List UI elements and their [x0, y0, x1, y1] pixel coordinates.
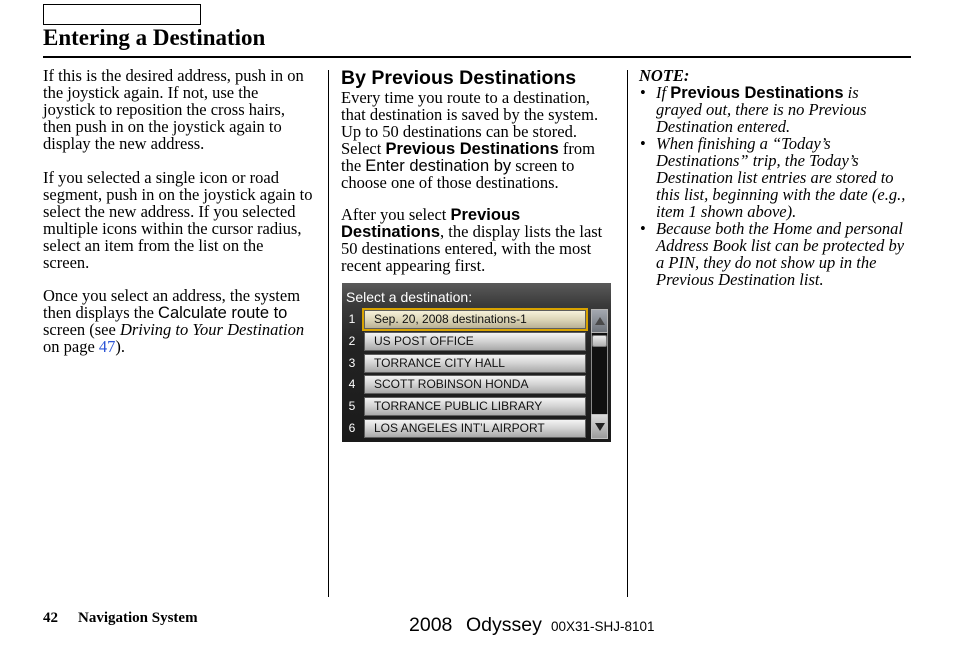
text-run: Select: [341, 139, 386, 158]
screen-scrollbar: [591, 309, 608, 439]
destination-row: [342, 375, 588, 394]
row-number: 5: [348, 399, 356, 413]
page-number: 42: [43, 610, 58, 626]
title-rule: [43, 56, 911, 58]
text-line: select the new address. If you selected: [43, 202, 296, 221]
text-line: Once you select an address, the system: [43, 286, 301, 305]
text-line: [341, 206, 602, 223]
text-run: is: [843, 83, 859, 102]
text-run: the: [341, 156, 366, 175]
row-label: US POST OFFICE: [364, 332, 586, 351]
text-run: If: [656, 83, 671, 102]
row-number: 1: [348, 312, 356, 326]
footer-section-name: Navigation System: [78, 610, 198, 626]
text-line: grayed out, there is no Previous: [656, 100, 867, 119]
row-label: TORRANCE PUBLIC LIBRARY: [364, 397, 586, 416]
text-line: choose one of those destinations.: [341, 173, 559, 192]
option-previous: Previous: [450, 206, 521, 224]
text-line: [43, 321, 304, 338]
col2-paragraph-2: [341, 206, 602, 274]
option-previous-destinations: Previous Destinations: [670, 84, 844, 102]
row-label: SCOTT ROBINSON HONDA: [364, 375, 586, 394]
screen-name-enter-destination-by: Enter destination by: [365, 157, 512, 175]
screen-name-calculate-route-to: Calculate route to: [158, 304, 288, 322]
text-line: screen.: [43, 253, 90, 272]
destination-row: [342, 397, 588, 416]
col1-paragraph-2: [43, 169, 312, 271]
page-title: Entering a Destination: [43, 25, 266, 50]
text-run: ).: [115, 337, 126, 356]
select-destination-screen-image: [342, 283, 611, 442]
text-line: If you selected a single icon or road: [43, 168, 279, 187]
text-run: then displays the: [43, 303, 159, 322]
col2-paragraph-1: [341, 89, 598, 191]
text-line: 50 destinations entered, with the most: [341, 239, 592, 258]
text-run: screen to: [511, 156, 575, 175]
text-line: Up to 50 destinations can be stored.: [341, 122, 577, 141]
option-previous-destinations: Previous Destinations: [385, 140, 559, 158]
notes-block: [639, 67, 905, 288]
text-line: [341, 223, 602, 240]
page-link-47[interactable]: 47: [98, 337, 116, 356]
text-line: Every time you route to a destination,: [341, 88, 590, 107]
text-line: Address Book list can be protected by: [656, 236, 905, 255]
text-line: item 1 shown above).: [656, 202, 797, 221]
text-run: , the display lists the last: [440, 222, 603, 241]
destination-row: [342, 354, 588, 373]
text-line: [341, 157, 598, 174]
text-line: If this is the desired address, push in on: [43, 66, 304, 85]
text-line: a PIN, they do not show up in the: [656, 253, 877, 272]
footer-model-name: Odyssey: [466, 614, 542, 636]
text-line: then push in on the joystick again to: [43, 117, 282, 136]
text-run: After you select: [341, 205, 451, 224]
text-run: on page: [43, 337, 99, 356]
text-line: [43, 304, 304, 321]
text-line: Previous Destination list.: [656, 270, 824, 289]
destination-row: [342, 332, 588, 351]
screen-title: Select a destination:: [346, 289, 473, 305]
text-line: the joystick again. If not, use the: [43, 83, 259, 102]
text-run: from: [558, 139, 595, 158]
section-tab-box: [43, 4, 201, 25]
option-destinations: Destinations: [341, 223, 441, 241]
scroll-up-button: [591, 309, 608, 333]
scroll-up-icon: [595, 317, 605, 325]
scroll-down-button: [591, 414, 608, 439]
text-line: segment, push in on the joystick again to: [43, 185, 313, 204]
text-line: [341, 140, 598, 157]
col1-paragraph-3: [43, 287, 304, 355]
note-bullet-line: • Because both the Home and personal: [639, 220, 905, 237]
row-label: Sep. 20, 2008 destinations-1: [364, 310, 586, 329]
row-number: 3: [348, 356, 356, 370]
text-run: screen (see: [43, 320, 120, 339]
row-number: 6: [348, 421, 356, 435]
note-label: NOTE:: [639, 66, 690, 85]
text-line: [43, 338, 304, 355]
row-label: LOS ANGELES INT’L AIRPORT: [364, 419, 586, 438]
text-line: Destination list entries are stored to: [656, 168, 894, 187]
text-line: this list, beginning with the date (e.g.,: [656, 185, 906, 204]
text-line: joystick to reposition the cross hairs,: [43, 100, 285, 119]
row-number: 2: [348, 334, 356, 348]
text-line: recent appearing first.: [341, 256, 486, 275]
text-line: display the new address.: [43, 134, 205, 153]
footer-part-number: 00X31-SHJ-8101: [551, 619, 655, 634]
section-heading: By Previous Destinations: [341, 67, 577, 89]
destination-row: [342, 310, 588, 329]
note-bullet-line: [639, 84, 905, 101]
scroll-down-icon: [595, 423, 605, 431]
row-label: TORRANCE CITY HALL: [364, 354, 586, 373]
col1-paragraph-1: [43, 67, 304, 152]
column-divider-right: [627, 70, 628, 597]
text-line: that destination is saved by the system.: [341, 105, 599, 124]
cross-reference: Driving to Your Destination: [119, 320, 305, 339]
text-line: select an item from the list on the: [43, 236, 264, 255]
scroll-thumb: [592, 335, 607, 347]
text-line: Destinations” trip, the Today’s: [656, 151, 859, 170]
text-line: multiple icons within the cursor radius,: [43, 219, 302, 238]
text-line: Destination entered.: [656, 117, 791, 136]
column-divider-left: [328, 70, 329, 597]
destination-row: [342, 419, 588, 438]
note-bullet-line: • When finishing a “Today’s: [639, 135, 905, 152]
footer-model-year: 2008: [409, 614, 453, 636]
row-number: 4: [348, 377, 356, 391]
